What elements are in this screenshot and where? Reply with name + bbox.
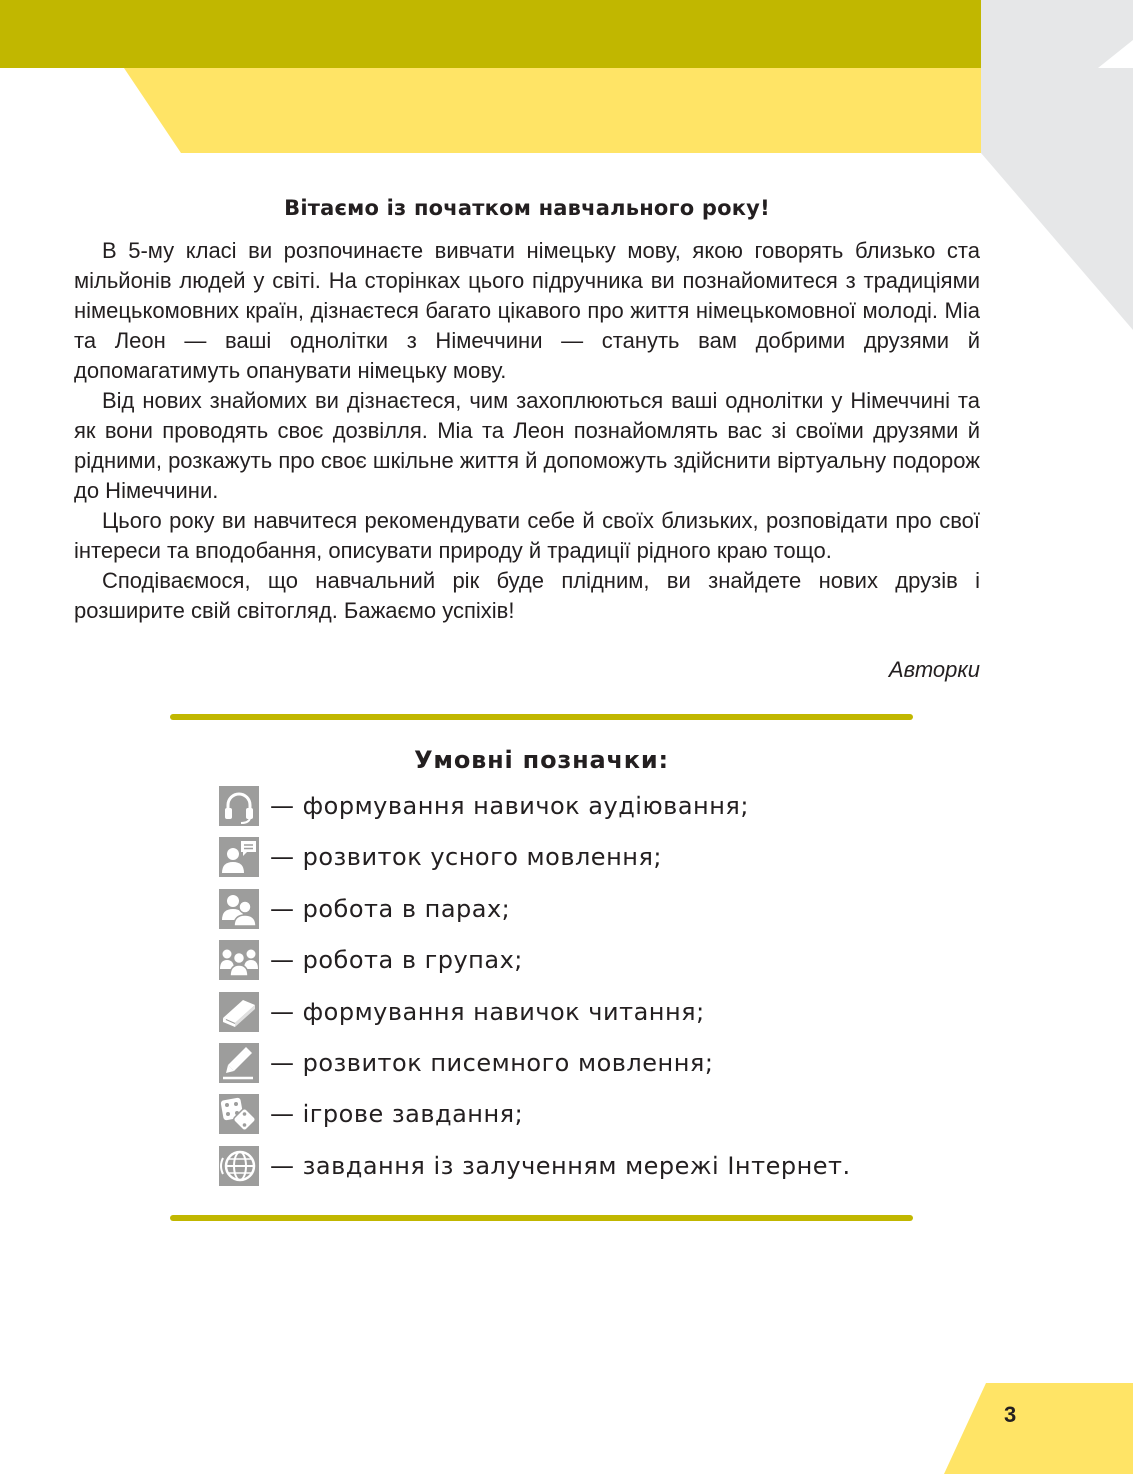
legend-item-text: — ігрове завдання; [270,1100,524,1129]
legend-bottom-rule [170,1215,913,1221]
footer-yellow-corner [944,1383,1133,1474]
intro-paragraph: Сподіваємося, що навчальний рік буде плідним, ви знайдете нових друзів і розширите свій світогляд. Бажаємо успіхів! [74,568,980,623]
legend-item [219,837,919,877]
legend-item-text: — розвиток усного мовлення; [270,843,662,872]
globe-icon [219,1146,259,1186]
header-olive-band [0,0,981,68]
legend-item-text: — робота в групах; [270,946,523,975]
legend-list [219,786,919,1197]
intro-paragraph: В 5-му класі ви розпочинаєте вивчати німецьку мову, якою говорять близько ста мільйонів людей у світі. На сторінках цього підручника ви познайомитеся з традиціями німецькомовних країн, дізнаєтеся багато цікавого про життя німецькомовної молоді. Міа та Леон — ваші однолітки з Німеччини — стануть вам добрими друзями й допомагатимуть опанувати німецьку мову. [74,238,980,383]
dice-icon [219,1094,259,1134]
pair-icon [219,889,259,929]
greeting-text [74,236,980,626]
greeting-title: Вітаємо із початком навчального року! [284,196,770,220]
book-icon [219,992,259,1032]
legend-item [219,940,919,980]
header-grey-shape [981,0,1133,330]
legend-item-text: — формування навичок аудіювання; [270,792,749,820]
legend-item-text: — робота в парах; [270,894,511,923]
legend-item [219,889,919,929]
pencil-icon [219,1043,259,1083]
legend-item [219,1094,919,1134]
legend-item [219,1043,919,1083]
intro-paragraph: Цього року ви навчитеся рекомендувати себе й своїх близьких, розповідати про свої інтереси та вподобання, описувати природу й традиції рідного краю тощо. [74,508,980,563]
legend-item [219,786,919,826]
intro-paragraph: Від нових знайомих ви дізнаєтеся, чим захоплюються ваші однолітки у Німеччині та як вони проводять своє дозвілля. Міа та Леон познайомлять вас зі своїми друзями й рідними, розкажуть про своє шкільне життя й допоможуть здійснити віртуальну подорож до Німеччини. [74,388,980,503]
legend-top-rule [170,714,913,720]
legend-item [219,992,919,1032]
headphones-icon [219,786,259,826]
page-number: 3 [1004,1402,1017,1427]
legend-item [219,1146,919,1186]
header-yellow-band [124,68,981,153]
group-icon [219,940,259,980]
legend-title: Умовні позначки: [414,746,669,774]
speaking-person-icon [219,837,259,877]
legend-item-text: — завдання із залученням мережі Інтернет. [270,1151,851,1180]
author-signature: Авторки [888,657,980,682]
legend-item-text: — розвиток писемного мовлення; [270,1048,714,1077]
legend-item-text: — формування навичок читання; [270,997,705,1026]
